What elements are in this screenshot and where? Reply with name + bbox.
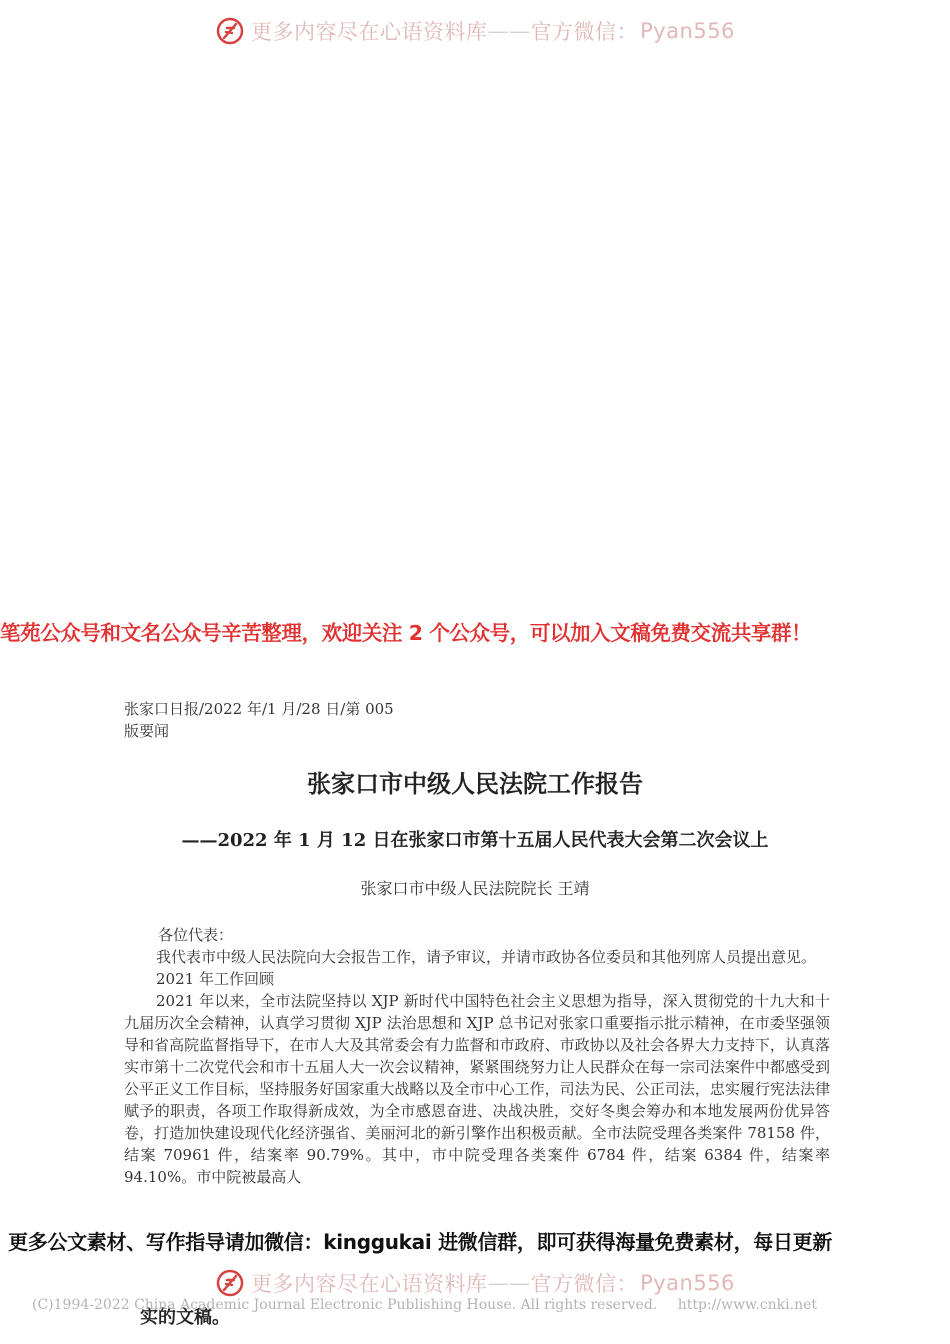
- author-line: 张家口市中级人民法院院长 王靖: [360, 879, 590, 898]
- promo-banner: 笔苑公众号和文名公众号辛苦整理，欢迎关注 2 个公众号，可以加入文稿免费交流共享群！: [0, 621, 812, 645]
- watermark-wechat-label: 官方微信：: [530, 20, 639, 44]
- section-heading: 2021 年工作回顾: [156, 970, 274, 988]
- copyright-line: [32, 1297, 817, 1313]
- document-subtitle: ——2022 年 1 月 12 日在张家口市第十五届人民代表大会第二次会议上: [181, 830, 769, 851]
- feather-logo-icon: [215, 16, 245, 46]
- copyright-text: (C)1994-2022 China Academic Journal Electronic Publishing House. All rights reserved.: [32, 1297, 658, 1313]
- paragraph-intro: 我代表市中级人民法院向大会报告工作，请予审议，并请市政协各位委员和其他列席人员提出意见。: [156, 948, 817, 966]
- paragraph-review: 2021 年以来，全市法院坚持以 XJP 新时代中国特色社会主义思想为指导，深入贯彻党的十九大和十九届历次全会精神，认真学习贯彻 XJP 法治思想和 XJP 总书记对张家口重要指示批示精神，在市委坚强领导和省高院监督指导下，在市人大及其常委会有力监督和市政府、市政协以及社会各界大力支持下，认真落实市第十二次党代会和市十五届人大一次会议精神，紧紧围绕努力让人民群众在每一宗司法案件中都感受到公平正义工作目标，坚持服务好国家重大战略以及全市中心工作，司法为民、公正司法，忠实履行宪法法律赋予的职责，各项工作取得新成效，为全市感恩奋进、决战决胜，交好冬奥会筹办和本地发展两份优异答卷，打造加快建设现代化经济强省、美丽河北的新引擎作出积极贡献。全市法院受理各类案件 78158 件，结案 70961 件，结案率 90.79%。其中，市中院受理各类案件 6784 件，结案 6384 件，结案率 94.10%。市中院被最高人: [124, 992, 830, 1186]
- footer-promo-banner: 更多公文素材、写作指导请加微信：kinggukai 进微信群，即可获得海量免费素材，每日更新: [8, 1230, 833, 1254]
- watermark-header: [0, 16, 950, 46]
- watermark-text: 更多内容尽在心语资料库: [251, 1272, 488, 1296]
- salutation: 各位代表：: [158, 926, 234, 944]
- watermark-wechat-id: Pyan556: [640, 1271, 735, 1295]
- source-line-1: 张家口日报/2022 年/1 月/28 日/第 005: [124, 700, 394, 718]
- watermark-wechat-id: Pyan556: [640, 19, 735, 43]
- watermark-separator: ——: [487, 19, 531, 43]
- document-title: 张家口市中级人民法院工作报告: [307, 770, 643, 798]
- watermark-separator: ——: [487, 1271, 531, 1295]
- watermark-text: 更多内容尽在心语资料库: [251, 20, 488, 44]
- source-line: [124, 698, 394, 742]
- watermark-footer: [0, 1268, 950, 1298]
- source-line-2: 版要闻: [124, 722, 170, 740]
- feather-logo-icon: [215, 1268, 245, 1298]
- copyright-url: http://www.cnki.net: [677, 1297, 818, 1313]
- watermark-wechat-label: 官方微信：: [530, 1272, 639, 1296]
- tail-text: 实的文稿。: [140, 1307, 230, 1328]
- document-body: [124, 924, 830, 1188]
